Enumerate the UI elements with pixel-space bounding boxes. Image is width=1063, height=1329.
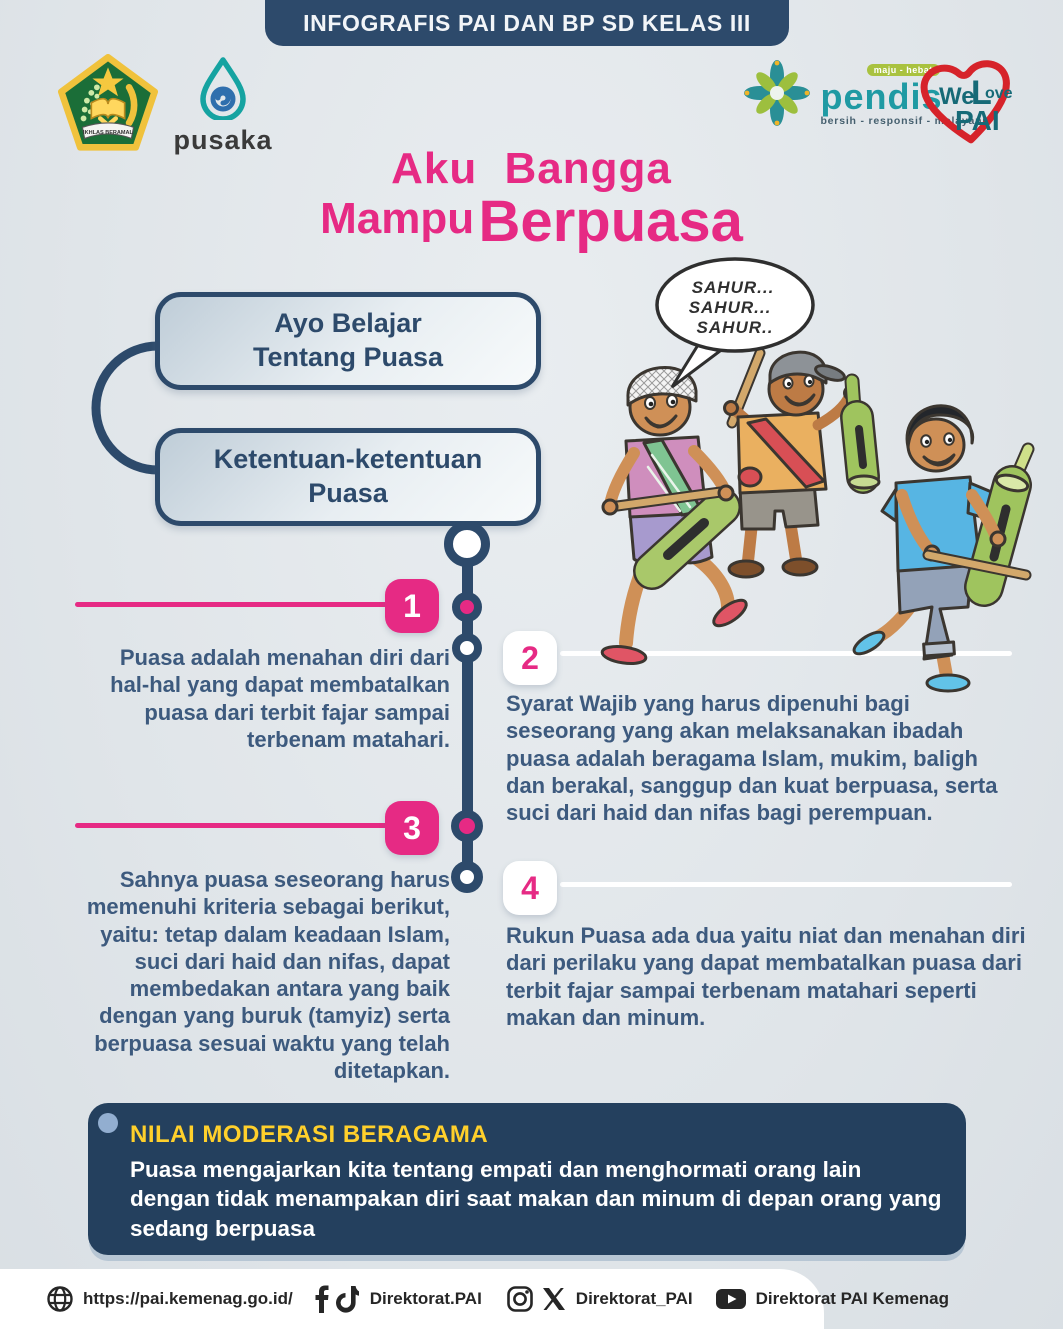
footer-url[interactable]: https://pai.kemenag.go.id/ [83,1289,293,1308]
point1-line [75,602,391,607]
point4-number: 4 [521,869,539,906]
topic-pill-ayo-belajar [155,292,541,390]
footer-instagram-x-handle[interactable]: Direktorat_PAI [575,1289,693,1308]
kemenag-emblem-icon [58,54,158,154]
point2-text: Syarat Wajib yang harus dipenuhi bagi seseorang yang akan melaksanakan ibadah puasa adalah beragama Islam, mukim, baligh dan berakal, sanggup dan kuat berpuasa, serta suci dari haid dan nifas bagi perempuan. [506,691,998,826]
timeline-dot-4 [451,861,483,893]
instagram-icon [506,1285,534,1313]
point1-number: 1 [403,587,421,624]
bubble-line1: SAHUR... [691,278,775,297]
timeline-start-node [444,521,490,567]
timeline-dot-2 [452,633,482,663]
pusaka-logo [168,56,278,156]
kemenag-logo [58,54,158,159]
pusaka-droplet-icon [196,56,250,120]
pendis-badge: maju - hebat [867,64,940,76]
kemenag-ribbon-text: IKHLAS BERAMAL [83,130,133,136]
topic1-line1: Ayo Belajar [274,308,422,339]
topic2-line2: Puasa [308,478,388,508]
x-twitter-icon [542,1287,566,1311]
title-line1: Aku Bangga [391,144,672,193]
point3-badge [385,801,439,855]
bubble-line3: SAHUR.. [696,318,774,337]
pendis-flower-icon [742,58,812,128]
bubble-line2: SAHUR... [688,298,772,317]
facebook-icon [313,1285,329,1313]
banner-title: INFOGRAFIS PAI DAN BP SD KELAS III [303,9,751,36]
globe-icon [46,1285,74,1313]
moderation-title: NILAI MODERASI BERAGAMA [130,1121,489,1148]
card-corner-dot [98,1113,118,1133]
title-line2-small: Mampu [320,193,475,243]
moderation-body: Puasa mengajarkan kita tentang empati dan menghormati orang lain dengan tidak menampakan diri saat makan dan minum di depan orang yang sedang berpuasa [130,1157,942,1241]
page-title [0,146,1063,252]
point3-text: Sahnya puasa seseorang harus memenuhi kriteria sebagai berikut, yaitu: tetap dalam keadaan Islam, suci dari haid dan nifas, dapat membedakan antara yang baik dengan yang buruk (tamyiz) serta berpuasa sesuai waktu yang telah ditetapkan. [86,867,450,1083]
header-banner [265,0,789,46]
title-line2-big: Berpuasa [478,188,743,254]
footer-bar [0,1269,949,1329]
point3-number: 3 [403,809,421,846]
point1-text: Puasa adalah menahan diri dari hal-hal yang dapat membatalkan puasa dari terbit fajar sampai terbenam matahari. [110,645,450,752]
point4-line [560,882,1012,887]
point1-badge [385,579,439,633]
footer-youtube-handle[interactable]: Direktorat PAI Kemenag [755,1289,949,1308]
welove-we: We [939,83,975,110]
welove-pai: PAI [955,105,1000,136]
point3-line [75,823,391,828]
tiktok-icon [336,1285,360,1313]
topic2-line1: Ketentuan-ketentuan [213,444,483,475]
boy-3 [851,406,1029,691]
timeline-dot-3 [451,810,483,842]
pendis-wordmark: pendis [820,75,943,117]
point4-text: Rukun Puasa ada dua yaitu niat dan menahan diri dari perilaku yang dapat membatalkan puasa dari terbit fajar sampai terbenam matahari seperti makan dan minum. [506,923,1026,1030]
moderation-card [88,1103,966,1255]
welove-l: L [971,74,992,112]
youtube-icon [715,1287,747,1311]
topic1-line2: Tentang Puasa [252,342,444,372]
heart-icon [915,52,1020,152]
footer-facebook-tiktok-handle[interactable]: Direktorat.PAI [369,1289,482,1308]
timeline-dot-1 [452,592,482,622]
pendis-tagline: bersih - responsif - melayani [820,114,987,127]
boy-2 [725,352,880,577]
welove-ove: ove [985,85,1013,102]
sahur-kids-illustration [580,255,1063,700]
we-love-pai-logo [915,52,1020,157]
point2-number: 2 [521,639,539,676]
point4-badge [503,861,557,915]
pusaka-wordmark: pusaka [173,125,273,155]
topic-pill-ketentuan [155,428,541,526]
point2-badge [503,631,557,685]
